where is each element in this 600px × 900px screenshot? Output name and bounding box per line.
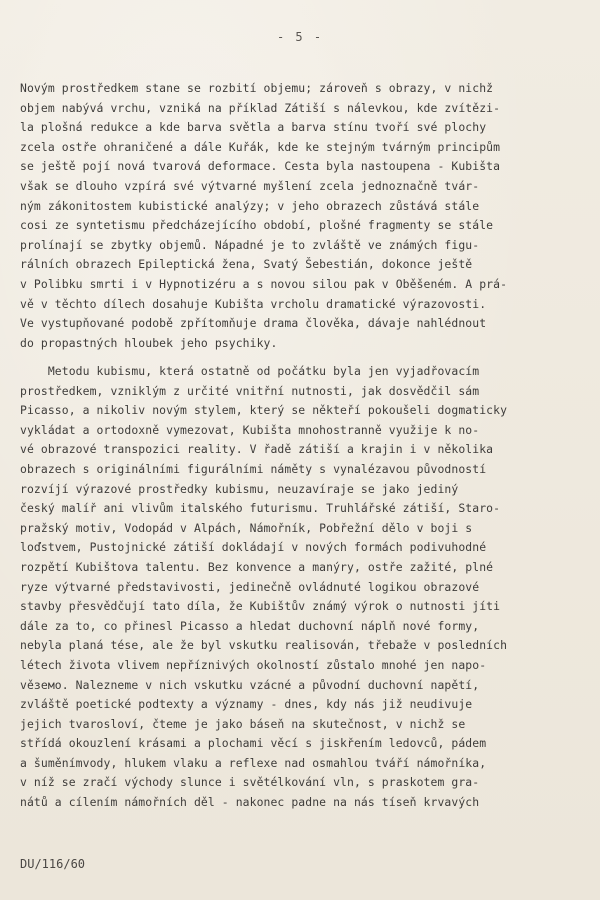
text-line: zvláště poetické podtexty a významy - dnes, kdy nás již neudivuje <box>20 697 473 712</box>
text-line: věземo. Nalezneme v nich vskutku vzácné a původní duchovní napětí, <box>20 677 480 692</box>
text-line: dále za to, co přinesl Picasso a hledat duchovní náplň nové formy, <box>20 618 480 633</box>
text-line: do propastných hloubek jeho psychiky. <box>20 335 278 350</box>
text-line: v níž se zračí východy slunce i světélkování vln, s praskotem gra- <box>20 775 480 790</box>
text-line: pražský motiv, Vodopád v Alpách, Námořník, Pobřežní dělo v boji s <box>20 520 473 535</box>
text-line: v Polibku smrti i v Hypnotizéru a s novou silou pak v Oběšeném. A prá- <box>20 276 508 291</box>
text-line: prolínají se zbytky objemů. Nápadné je to zvláště ve známých figu- <box>20 237 480 252</box>
text-line: se ještě pojí nová tvarová deformace. Cesta byla nastoupena - Kubišta <box>20 159 501 174</box>
text-line: a šuměnímvody, hlukem vlaku a reflexe nad osmahlou tváří námořníka, <box>20 755 487 770</box>
paragraph-2 <box>20 362 592 813</box>
text-line: vé obrazové transpozici reality. V řadě zátiší a krajin i v několika <box>20 442 494 457</box>
text-line: ným zákonitostem kubistické analýzy; v jeho obrazech zůstává stále <box>20 198 480 213</box>
text-line: vykládat a ortodoxně vymezovat, Kubišta mnohostranně využije k no- <box>20 422 480 437</box>
paragraph-1 <box>20 79 592 353</box>
text-line: prostředkem, vzniklým z určité vnitřní nutnosti, jak dosvědčil sám <box>20 383 480 398</box>
text-line: nebyla planá tése, ale že byl vskutku realisován, třebaže v posledních <box>20 638 508 653</box>
text-line: rálních obrazech Epileptická žena, Svatý Šebestián, dokonce ještě <box>20 257 473 272</box>
text-line: rozvíjí výrazové prostředky kubismu, neuzavíraje se jako jediný <box>20 481 459 496</box>
text-line: Novým prostředkem stane se rozbití objemu; zároveň s obrazy, v nichž <box>20 81 494 95</box>
text-line: vě v těchto dílech dosahuje Kubišta vrcholu dramatické výrazovosti. <box>20 296 487 311</box>
text-line: stavby přesvědčují tato díla, že Kubištův známý výrok o nutnosti jíti <box>20 599 501 614</box>
text-line: rozpětí Kubištova talentu. Bez konvence a manýry, ostře zažité, plné <box>20 559 494 574</box>
text-line: zcela ostře ohraničené a dále Kuřák, kde ke stejným tvárným principům <box>20 139 501 154</box>
text-line: ryze výtvarné představivosti, jedinečně ovládnuté logikou obrazové <box>20 579 480 594</box>
text-line: la plošná redukce a kde barva světla a barva stínu tvoří své plochy <box>20 120 487 135</box>
text-line: obrazech s originálními figurálními náměty s vynalézavou původností <box>20 461 487 476</box>
text-line: však se dlouho vzpírá své výtvarné myšlení zcela jednoznačně tvár- <box>20 178 480 193</box>
text-line: Ve vystupňované podobě zpřítomňuje drama člověka, dávaje nahlédnout <box>20 316 487 331</box>
text-line: Picasso, a nikoliv novým stylem, který se někteří pokoušeli dogmaticky <box>20 403 508 418</box>
document-code: DU/116/60 <box>20 857 86 871</box>
text-line: loďstvem, Pustojnické zátiší dokládají v nových formách podivuhodné <box>20 540 487 555</box>
text-line: létech života vlivem nepříznivých okolností zůstalo mnohé jen napo- <box>20 657 487 672</box>
text-line: nátů a cílením námořních děl - nakonec padne na nás tíseň krvavých <box>20 795 480 810</box>
text-line: střídá okouzlení krásami a plochami věcí s jiskřením ledovců, pádem <box>20 736 487 751</box>
page-number: - 5 - <box>276 30 324 44</box>
text-line: český malíř ani vlivům italského futurismu. Truhlářské zátiší, Staro- <box>20 501 501 516</box>
text-line: cosi ze syntetismu předcházejícího období, plošné fragmenty se stále <box>20 218 494 233</box>
text-line: jejich tvarosloví, čteme je jako báseň na skutečnost, v nichž se <box>20 716 466 731</box>
text-line: Metodu kubismu, která ostatně od počátku byla jen vyjadřovacím <box>20 364 480 378</box>
text-line: objem nabývá vrchu, vzniká na příklad Zátiší s nálevkou, kde zvítězi- <box>20 100 501 115</box>
